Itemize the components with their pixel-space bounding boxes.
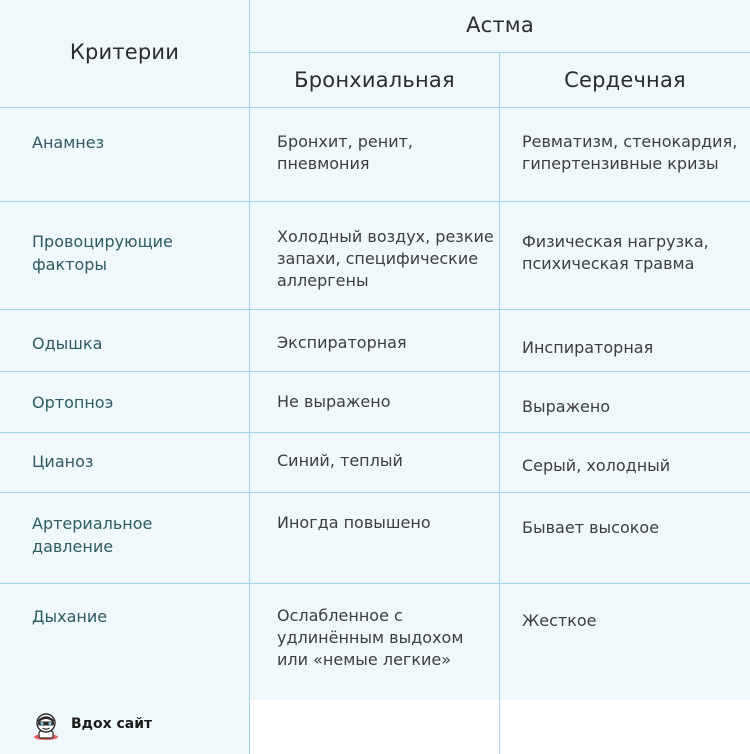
criterion-breathing: Дыхание bbox=[32, 607, 108, 626]
bronchial-anamnesis: Бронхит, ренит, пневмония bbox=[277, 132, 414, 173]
bronchial-breathing: Ослабленное с удлинённым выдохом или «немые легкие» bbox=[277, 606, 464, 669]
criterion-blood-pressure: Артериальное давление bbox=[32, 514, 153, 556]
cardiac-provoking-factors: Физическая нагрузка, психическая травма bbox=[522, 232, 709, 273]
grid-line bbox=[0, 432, 750, 433]
criterion-cyanosis: Цианоз bbox=[32, 452, 94, 471]
bronchial-dyspnea: Экспираторная bbox=[277, 333, 407, 352]
grid-line bbox=[0, 371, 750, 372]
grid-line bbox=[0, 492, 750, 493]
header-bronchial: Бронхиальная bbox=[294, 68, 455, 92]
cardiac-orthopnea: Выражено bbox=[522, 397, 611, 416]
header-criteria: Критерии bbox=[69, 40, 180, 64]
bronchial-orthopnea: Не выражено bbox=[277, 392, 391, 411]
grid-line bbox=[0, 107, 750, 108]
grid-line bbox=[249, 0, 250, 754]
cardiac-cyanosis: Серый, холодный bbox=[522, 456, 671, 475]
criterion-orthopnea: Ортопноэ bbox=[32, 393, 114, 412]
cardiac-anamnesis: Ревматизм, стенокардия, гипертензивные кризы bbox=[522, 132, 738, 173]
grid-line bbox=[0, 201, 750, 202]
cardiac-breathing: Жесткое bbox=[522, 611, 597, 630]
bronchial-cyanosis: Синий, теплый bbox=[277, 451, 403, 470]
grid-line bbox=[0, 309, 750, 310]
bronchial-blood-pressure: Иногда повышено bbox=[277, 513, 431, 532]
logo-text: Вдох сайт bbox=[71, 716, 153, 732]
criterion-provoking-factors: Провоцирующие факторы bbox=[32, 232, 173, 274]
bronchial-provoking-factors: Холодный воздух, резкие запахи, специфические аллергены bbox=[277, 227, 494, 290]
grid-line bbox=[0, 583, 750, 584]
mascot-icon bbox=[31, 711, 61, 741]
criterion-anamnesis: Анамнез bbox=[32, 133, 105, 152]
cardiac-blood-pressure: Бывает высокое bbox=[522, 518, 660, 537]
header-cardiac: Сердечная bbox=[564, 68, 686, 92]
header-asthma: Астма bbox=[466, 13, 534, 37]
grid-line bbox=[249, 52, 750, 53]
cardiac-dyspnea: Инспираторная bbox=[522, 338, 654, 357]
criterion-dyspnea: Одышка bbox=[32, 334, 103, 353]
